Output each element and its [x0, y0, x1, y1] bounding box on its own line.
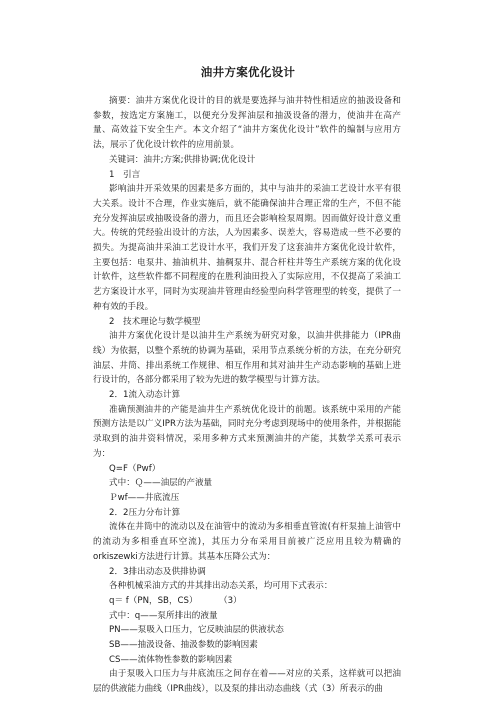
equation-3-formula: q＝ f（PN，SB，CS） — [109, 595, 198, 606]
section-2-3-heading: 2．3排出动态及供排协调 — [109, 566, 206, 577]
equation-1: Q=F（Pwf） — [109, 463, 161, 474]
equation-3-cs-definition: CS——流体物性参数的影响因素 — [109, 654, 233, 665]
section-2-3-intro: 各种机械采油方式的井其排出动态关系，均可用下式表示： — [109, 581, 333, 592]
equation-1-q-definition: 式中：Ｑ——油层的产液量 — [109, 478, 213, 489]
section-2-1-heading: 2．1流入动态计算 — [109, 390, 181, 401]
equation-3-number: （3） — [219, 595, 242, 606]
final-paragraph: 由于泵吸入口压力与井底流压之间存在着——对应的关系，这样就可以把油层的供液能力曲线（IPR曲线），以及泵的排出动态曲线（式（3）所表示的曲 — [93, 669, 401, 695]
abstract-paragraph: 摘要：油井方案优化设计的目的就是要选择与油井特性相适应的抽汲设备和参数，按选定方案施工，以便充分发挥油层和抽汲设备的潜力，使油井在高产量、高效益下安全生产。本文介绍了“油井方案优化设计”软件的编制与应用方法，展示了优化设计软件的应用前景。 — [93, 96, 401, 151]
equation-3 — [93, 594, 401, 609]
section-1-heading: 1 引言 — [109, 169, 141, 180]
document-title: 油井方案优化设计 — [200, 65, 296, 79]
section-2-heading: 2 技术理论与数学模型 — [109, 316, 201, 327]
equation-3-sb-definition: SB——抽汲设备、抽汲参数的影响因素 — [109, 640, 258, 651]
section-2-1-paragraph: 准确预测油井的产能是油井生产系统优化设计的前题。该系统中采用的产能预测方法是以广义IPR方法为基础，同时充分考虑到现场中的使用条件，并根据能录取到的油井资料情况，采用多种方式来预测油井的产能，其数学关系可表示为： — [93, 404, 401, 459]
equation-3-q-definition: 式中：q——泵所排出的液量 — [109, 610, 218, 621]
section-1-paragraph: 影响油井开采效果的因素是多方面的，其中与油井的采油工艺设计水平有很大关系。设计不合理，作业实施后，就不能确保油井合理正常的生产，不但不能充分发挥油层或抽吸设备的潜力，而且还会影响检泵周期。因而做好设计意义重大。传统的凭经验出设计的方法，人为因素多、误差大，容易造成一些不必要的损失。为提高油井采油工艺设计水平，我们开发了这套油井方案优化设计软件，主要包括：电泵井、抽油机井、抽稠泵井、混合杆柱井等生产系统方案的优化设计软件，这些软件都不同程度的在胜利油田投入了实际应用，不仅提高了采油工艺方案设计水平，同时为实现油井管理由经验型向科学管理型的转变，提供了一种有效的手段。 — [93, 184, 401, 312]
section-2-paragraph: 油井方案优化设计是以油井生产系统为研究对象，以油井供排能力（IPR曲线）为依据，以整个系统的协调为基础，采用节点系统分析的方法，在充分研究油层、井筒、排出系统工作规律、相互作用和其对油井生产动态影响的基础上进行设计的，各部分都采用了较为先进的数学模型与计算方法。 — [93, 331, 401, 386]
equation-1-pwf-definition: Ｐwf——井底流压 — [109, 492, 180, 503]
section-2-2-paragraph: 流体在井筒中的流动以及在油管中的流动为多相垂直管流(有杆泵抽上油管中的流动为多相垂直环空流)，其压力分布采用目前被广泛应用且较为精确的orkiszewki方法进行计算。其基本压降公式为： — [93, 522, 401, 562]
equation-3-pn-definition: PN——泵吸入口压力，它反映油层的供液状态 — [109, 625, 284, 636]
section-2-2-heading: 2．2压力分布计算 — [109, 507, 181, 518]
document-body — [93, 94, 401, 697]
keywords-line: 关键词：油井;方案;供排协调;优化设计 — [109, 154, 256, 165]
